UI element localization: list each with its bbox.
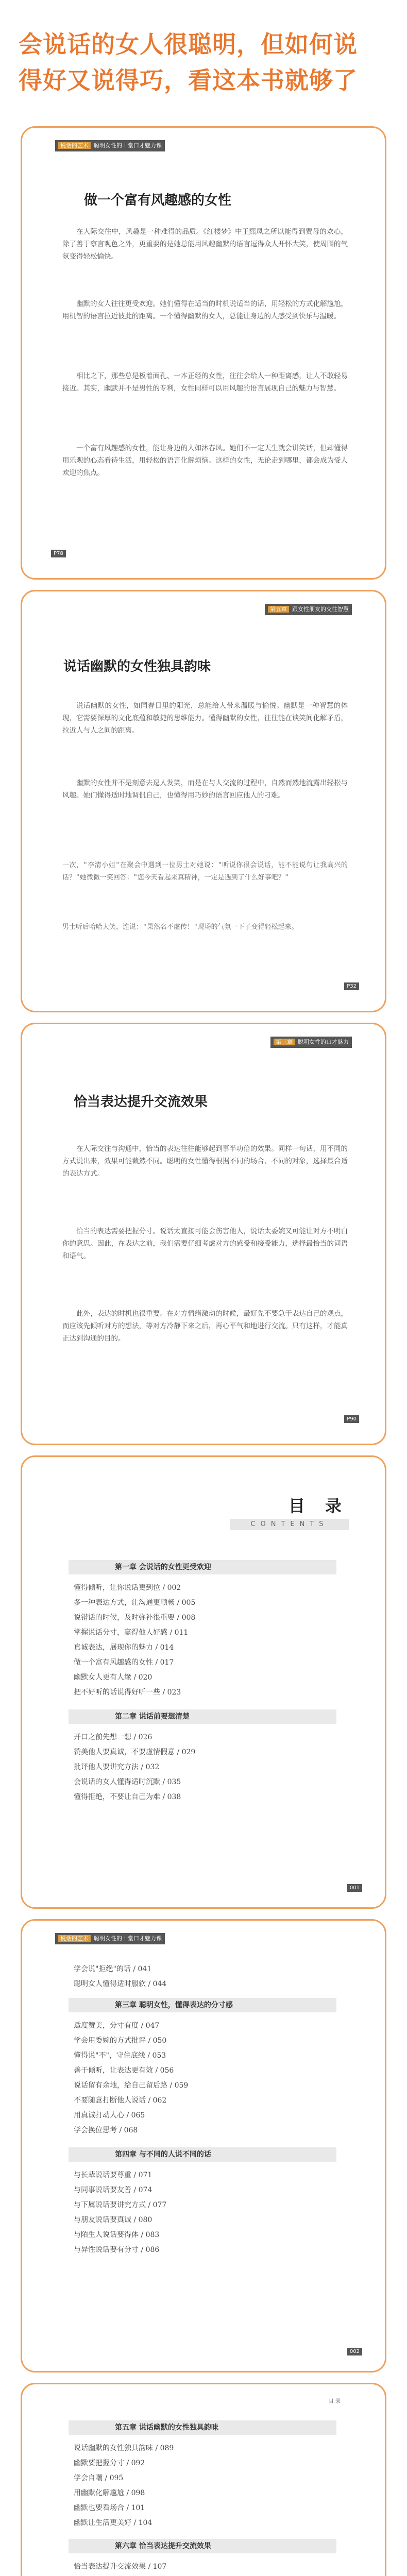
toc-entry[interactable]: 批评他人要讲究方法 / 032 bbox=[74, 1763, 160, 1771]
toc-entry[interactable]: 不要随意打断他人说话 / 062 bbox=[74, 2096, 167, 2105]
toc-subtitle: CONTENTS bbox=[230, 1519, 349, 1530]
toc-entry[interactable]: 把不好听的话说得好听一些 / 023 bbox=[74, 1688, 181, 1697]
body-paragraph: 恰当的表达需要把握分寸。说话太直接可能会伤害他人，说话太委婉又可能让对方不明白你的意思。因此，在表达之前，我们需要仔细考虑对方的感受和接受能力，选择最恰当的词语和语气。 bbox=[62, 1227, 348, 1260]
header-tag-subtitle: 聪明女性的口才魅力 bbox=[298, 1039, 349, 1045]
toc-entry[interactable]: 说话幽默的女性独具韵味 / 089 bbox=[74, 2444, 174, 2452]
banner-headline-line-2: 得好又说得巧，看这本书就够了 bbox=[19, 66, 358, 94]
toc-entry[interactable]: 恰当表达提升交流效果 / 107 bbox=[74, 2563, 167, 2571]
toc-entry[interactable]: 真诚表达，展现你的魅力 / 014 bbox=[74, 1643, 174, 1652]
toc-entry[interactable]: 与长辈说话要尊重 / 071 bbox=[74, 2171, 152, 2179]
chapter-heading: 第五章 说话幽默的女性独具韵味 bbox=[69, 2420, 336, 2435]
book-page-card bbox=[21, 126, 386, 580]
toc-page-card bbox=[21, 1455, 386, 1909]
header-tag-subtitle: 跟女性朋友的交往智慧 bbox=[292, 606, 349, 613]
page-header-tag bbox=[55, 1933, 165, 1944]
toc-entry[interactable]: 与同事说话要友善 / 074 bbox=[74, 2186, 152, 2194]
quote-paragraph: 一次，"李清小姐"在聚会中遇到一位男士对她说："听说你很会说话，能不能说句让我高兴的话？"她微微一笑回答："您今天看起来真精神，一定是遇到了什么好事吧？" bbox=[62, 861, 348, 882]
promo-banner bbox=[0, 0, 407, 126]
toc-entry[interactable]: 善于倾听，让表达更有效 / 056 bbox=[74, 2066, 174, 2075]
toc-running-header: 目 录 bbox=[328, 2399, 341, 2404]
toc-entry[interactable]: 掌握说话分寸，赢得他人好感 / 011 bbox=[74, 1629, 189, 1637]
toc-entry[interactable]: 适度赞美，分寸有度 / 047 bbox=[74, 2022, 160, 2030]
toc-page-card bbox=[21, 1919, 386, 2372]
quote-paragraph: 男士听后哈哈大笑，连说："果然名不虚传！"现场的气氛一下子变得轻松起来。 bbox=[62, 923, 298, 931]
toc-entry[interactable]: 多一种表达方式，让沟通更顺畅 / 005 bbox=[74, 1599, 196, 1607]
header-tag-chapter: 第五章 bbox=[268, 606, 289, 613]
page-header-tag bbox=[265, 604, 352, 615]
toc-entry[interactable]: 开口之前先想一想 / 026 bbox=[74, 1733, 152, 1741]
book-page-card bbox=[21, 590, 386, 1012]
body-paragraph: 幽默的女性并不是刻意去逗人发笑，而是在与人交流的过程中，自然而然地流露出轻松与风趣。她们懂得适时地调侃自己，也懂得用巧妙的语言回应他人的刁难。 bbox=[62, 779, 348, 800]
page-header-tag bbox=[270, 1037, 352, 1048]
toc-continued-list bbox=[74, 1962, 342, 1992]
toc-entry[interactable]: 幽默让生活更美好 / 104 bbox=[74, 2519, 152, 2527]
header-tag-series: 说话的艺术 bbox=[58, 142, 91, 149]
toc-entry[interactable]: 懂得拒绝，不要让自己为难 / 038 bbox=[74, 1793, 181, 1801]
toc-chapter-5-list bbox=[74, 2441, 342, 2531]
toc-entry[interactable]: 与异性说话要有分寸 / 086 bbox=[74, 2246, 160, 2254]
toc-entry[interactable]: 学会说"拒绝"的话 / 041 bbox=[74, 1965, 152, 1973]
section-title: 做一个富有风趣感的女性 bbox=[84, 193, 232, 208]
book-page-card bbox=[21, 1023, 386, 1445]
body-paragraph: 在人际交往与沟通中，恰当的表达往往能够起到事半功倍的效果。同样一句话，用不同的方式说出来，效果可能截然不同。聪明的女性懂得根据不同的场合、不同的对象，选择最合适的表达方式。 bbox=[62, 1145, 348, 1178]
body-paragraph: 此外，表达的时机也很重要。在对方情绪激动的时候，最好先不要急于表达自己的观点，而应该先倾听对方的想法，等对方冷静下来之后，再心平气和地进行交流。只有这样，才能真正达到沟通的目的。 bbox=[62, 1310, 348, 1343]
toc-entry[interactable]: 懂得倾听，让你说话更到位 / 002 bbox=[74, 1584, 181, 1592]
toc-entry[interactable]: 幽默女人更有人缘 / 020 bbox=[74, 1673, 152, 1682]
body-paragraph: 幽默的女人往往更受欢迎。她们懂得在适当的时机说适当的话，用轻松的方式化解尴尬，用机智的语言拉近彼此的距离。一个懂得幽默的女人，总能让身边的人感受到快乐与温暖。 bbox=[62, 300, 348, 320]
banner-headline-line-1: 会说话的女人很聪明，但如何说 bbox=[19, 30, 358, 58]
page-number: P78 bbox=[51, 550, 66, 557]
toc-entry[interactable]: 与陌生人说话要得体 / 083 bbox=[74, 2231, 160, 2239]
chapter-heading: 第六章 恰当表达提升交流效果 bbox=[69, 2539, 336, 2553]
chapter-heading: 第二章 说话前要想清楚 bbox=[69, 1709, 336, 1724]
body-paragraph: 相比之下，那些总是板着面孔、一本正经的女性，往往会给人一种距离感，让人不敢轻易接近。其实，幽默并不是男性的专利，女性同样可以用风趣的语言展现自己的魅力与智慧。 bbox=[62, 372, 348, 393]
toc-entry[interactable]: 会说话的女人懂得适时沉默 / 035 bbox=[74, 1778, 181, 1786]
chapter-heading: 第三章 聪明女性，懂得表达的分寸感 bbox=[69, 1998, 336, 2012]
toc-entry[interactable]: 赞美他人要真诚，不要虚情假意 / 029 bbox=[74, 1748, 196, 1756]
toc-entry[interactable]: 与下属说话要讲究方式 / 077 bbox=[74, 2201, 167, 2209]
page-number: P90 bbox=[344, 1415, 359, 1423]
page-number: 002 bbox=[347, 2348, 362, 2355]
header-tag-subtitle: 聪明女性的十堂口才魅力课 bbox=[94, 142, 162, 149]
toc-entry[interactable]: 学会用委婉的方式批评 / 050 bbox=[74, 2037, 167, 2045]
toc-entry[interactable]: 聪明女人懂得适时服软 / 044 bbox=[74, 1980, 167, 1988]
toc-entry[interactable]: 说错话的时候，及时弥补很重要 / 008 bbox=[74, 1614, 196, 1622]
body-paragraph: 在人际交往中，风趣是一种难得的品质。《红楼梦》中王熙凤之所以能得到贾母的欢心，除了善于察言观色之外，更重要的是她总能用风趣幽默的语言逗得众人开怀大笑，使周围的气氛变得轻松愉快。 bbox=[62, 228, 348, 261]
body-paragraph: 说话幽默的女性，如同春日里的阳光，总能给人带来温暖与愉悦。幽默是一种智慧的体现，它需要深厚的文化底蕴和敏捷的思维能力。懂得幽默的女性，往往能在谈笑间化解矛盾，拉近人与人之间的距离。 bbox=[62, 702, 348, 735]
toc-entry[interactable]: 幽默要把握分寸 / 092 bbox=[74, 2459, 145, 2467]
toc-entry[interactable]: 学会自嘲 / 095 bbox=[74, 2474, 124, 2482]
body-paragraph: 一个富有风趣感的女性，能让身边的人如沐春风。她们不一定天生就会讲笑话，但却懂得用乐观的心态看待生活，用轻松的语言化解烦恼。这样的女性，无论走到哪里，都会成为受人欢迎的焦点。 bbox=[62, 444, 348, 477]
toc-entry[interactable]: 用幽默化解尴尬 / 098 bbox=[74, 2489, 145, 2497]
toc-entry[interactable]: 懂得说"不"，守住底线 / 053 bbox=[74, 2052, 166, 2060]
header-tag-subtitle: 聪明女性的十堂口才魅力课 bbox=[94, 1935, 162, 1942]
toc-chapter-4-list bbox=[74, 2168, 342, 2258]
chapter-heading: 第四章 与不同的人说不同的话 bbox=[69, 2147, 336, 2162]
toc-entry[interactable]: 说话留有余地，给自己留后路 / 059 bbox=[74, 2081, 189, 2090]
section-title: 说话幽默的女性独具韵味 bbox=[63, 659, 211, 674]
page-number: 001 bbox=[347, 1884, 362, 1892]
chapter-heading: 第一章 会说话的女性更受欢迎 bbox=[69, 1560, 336, 1574]
toc-chapter-2-list bbox=[74, 1730, 342, 1805]
toc-entry[interactable]: 幽默也要看场合 / 101 bbox=[74, 2504, 145, 2512]
page-header-tag bbox=[55, 140, 165, 151]
toc-entry[interactable]: 做一个富有风趣感的女性 / 017 bbox=[74, 1658, 174, 1667]
toc-entry[interactable]: 学会换位思考 / 068 bbox=[74, 2126, 138, 2134]
toc-entry[interactable]: 用真诚打动人心 / 065 bbox=[74, 2111, 145, 2120]
toc-page-card bbox=[21, 2383, 386, 2576]
toc-chapter-6-list bbox=[74, 2560, 342, 2576]
toc-chapter-3-list bbox=[74, 2019, 342, 2138]
header-tag-series: 说话的艺术 bbox=[58, 1935, 91, 1942]
toc-chapter-1-list bbox=[74, 1581, 342, 1700]
toc-title: 目 录 bbox=[288, 1496, 349, 1516]
toc-entry[interactable]: 与朋友说话要真诚 / 080 bbox=[74, 2216, 152, 2224]
section-title: 恰当表达提升交流效果 bbox=[74, 1094, 208, 1110]
header-tag-chapter: 第三章 bbox=[274, 1039, 295, 1045]
page-number: P32 bbox=[344, 982, 359, 990]
